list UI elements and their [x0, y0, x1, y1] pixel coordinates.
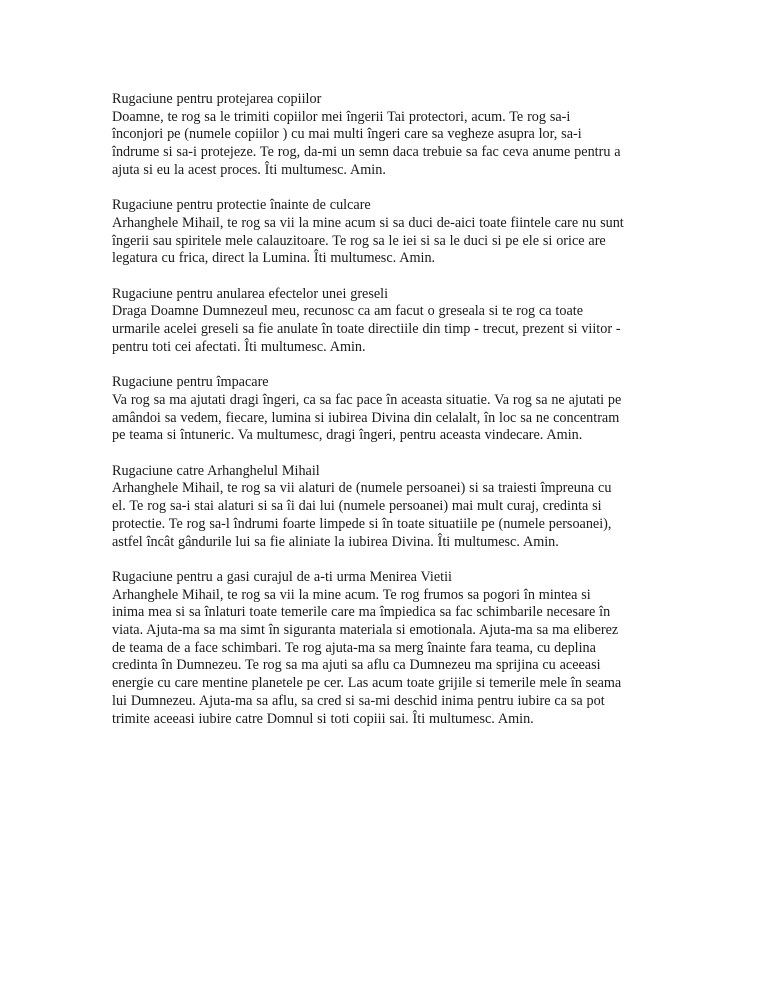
prayer-text: Va rog sa ma ajutati dragi îngeri, ca sa fac pace în aceasta situatie. Va rog sa ne ajutati pe amândoi sa vedem, fiecare, lumina si iubirea Divina din celalalt, în loc sa ne concentram pe teama si întuneric. Va multumesc, dragi îngeri, pentru aceasta vindecare. Amin. — [112, 391, 622, 444]
prayer-section — [112, 374, 658, 445]
prayer-section — [112, 286, 658, 357]
prayer-title: Rugaciune pentru protejarea copiilor — [112, 91, 322, 107]
prayer-title: Rugaciune pentru anularea efectelor unei greseli — [112, 285, 389, 302]
prayer-section — [112, 197, 658, 268]
prayer-text: Arhanghele Mihail, te rog sa vii alaturi de (numele persoanei) si sa traiesti împreuna cu el. Te rog sa-i stai alaturi si sa îi dai lui (numele persoanei) mai mult curaj, credinta si protectie. Te rog sa-l îndrumi foarte limpede si în toate situatiile pe (numele persoanei), astfel încât gândurile lui sa fie aliniate la iubirea Divina. Îti multumesc. Amin. — [112, 480, 612, 550]
prayer-section — [112, 91, 658, 180]
prayer-title: Rugaciune catre Arhanghelul Mihail — [112, 462, 320, 479]
prayer-title: Rugaciune pentru a gasi curajul de a-ti urma Menirea Vietii — [112, 568, 452, 585]
prayer-section — [112, 569, 658, 728]
prayer-text: Arhanghele Mihail, te rog sa vii la mine acum si sa duci de-aici toate fiintele care nu sunt îngerii sau spiritele mele calauzitoare. Te rog sa le iei si sa le duci si pe ele si orice are legatura cu frica, direct la Lumina. Îti multumesc. Amin. — [112, 214, 624, 267]
prayer-title: Rugaciune pentru împacare — [112, 374, 269, 391]
prayer-title: Rugaciune pentru protectie înainte de culcare — [112, 197, 371, 214]
prayer-section — [112, 463, 658, 552]
document-content — [112, 91, 658, 746]
prayer-text: Draga Doamne Dumnezeul meu, recunosc ca am facut o greseala si te rog ca toate urmarile acelei greseli sa fie anulate în toate directiile din timp - trecut, prezent si viitor - pentru toti cei afectati. Îti multumesc. Amin. — [112, 303, 621, 355]
prayer-text: Doamne, te rog sa le trimiti copiilor mei îngerii Tai protectori, acum. Te rog sa-i înconjori pe (numele copiilor ) cu mai multi îngeri care sa vegheze asupra lor, sa-i îndrume si sa-i protejeze. Te rog, da-mi un semn daca trebuie sa fac ceva anume pentru a ajuta si eu la acest proces. Îti multumesc. Amin. — [112, 108, 621, 178]
prayer-text: Arhanghele Mihail, te rog sa vii la mine acum. Te rog frumos sa pogori în mintea si inima mea si sa înlaturi toate temerile care ma împiedica sa fac schimbarile necesare în viata. Ajuta-ma sa ma simt în siguranta materiala si emotionala. Ajuta-ma sa ma eliberez de teama de a face schimbari. Te rog ajuta-ma sa merg înainte fara teama, cu deplina credinta în Dumnezeu. Te rog sa ma ajuti sa aflu ca Dumnezeu ma sprijina cu aceeasi energie cu care mentine planetele pe cer. Las acum toate grijile si temerile mele în seama lui Dumnezeu. Ajuta-ma sa aflu, sa cred si sa-mi deschid inima pentru iubire ca sa pot trimite aceeasi iubire catre Domnul si toti copiii sai. Îti multumesc. Amin. — [112, 586, 622, 727]
